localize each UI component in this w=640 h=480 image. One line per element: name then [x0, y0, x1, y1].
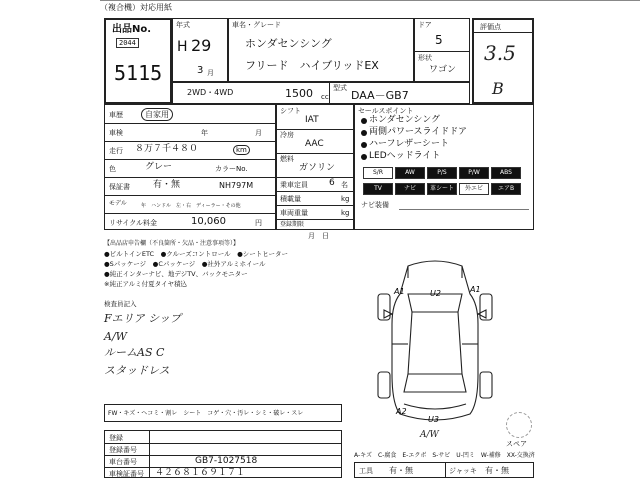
displacement-unit: cc: [321, 93, 329, 101]
lot-label: 出品No.: [112, 24, 152, 35]
inspection-month-unit: 月: [255, 129, 262, 137]
mirror-left: [384, 310, 392, 318]
details-box: [104, 104, 276, 230]
chassis-label: 車台番号: [109, 458, 137, 466]
declaration-line: ●ビルトインETC ●クルーズコントロール ●シートヒーター: [104, 250, 289, 258]
year-label: 年式: [176, 21, 190, 29]
load-label: 積載量: [280, 195, 301, 203]
year-box: [172, 18, 228, 82]
handle-options: 年 ハンドル 左・右 ディーラー・その他: [141, 203, 241, 209]
mileage-value: ８万７千４８０: [135, 144, 199, 154]
shift-value: IAT: [305, 115, 319, 125]
grade-interior: B: [492, 79, 504, 98]
option-chip-sr: S/R: [363, 167, 393, 179]
option-chip-navi: ナビ: [395, 183, 425, 195]
selling-points-box: [354, 104, 534, 230]
chassis-value: GB7-1027518: [195, 456, 258, 466]
top-edge: [100, 0, 640, 1]
drive-type: 2WD・4WD: [187, 88, 234, 97]
row-divider: [105, 141, 275, 142]
mileage-unit: km: [233, 145, 250, 155]
row-divider: [277, 205, 353, 206]
spare-mark: A/W: [420, 430, 439, 440]
rear-bumper-line: [404, 404, 466, 409]
option-chip-abs: ABS: [491, 167, 521, 179]
selling-point-item: LEDヘッドライト: [369, 151, 441, 161]
top-note: （複合機）対応用紙: [100, 3, 172, 12]
recycle-unit: 円: [255, 219, 262, 227]
grade-box: [472, 18, 534, 104]
row-divider: [105, 123, 275, 124]
row-divider: [105, 195, 275, 196]
damage-legend: A-キズ C-腐食 E-エクボ S-サビ U-凹ミ W-補修 XX-交換済: [354, 452, 535, 459]
shape-label: 形状: [418, 54, 432, 62]
inspector-note: ルームAS C: [104, 346, 165, 359]
bullet-icon: [361, 118, 367, 124]
lot-small-number: 2044: [116, 38, 139, 48]
grade-label: 評価点: [480, 23, 501, 31]
weight-label: 車両重量: [280, 209, 308, 217]
tools-label: 工具: [359, 467, 373, 475]
row-divider: [105, 213, 275, 214]
rear-glass-outline: [404, 374, 466, 392]
name-box: [228, 18, 414, 82]
model-code-label: モデル: [109, 200, 127, 207]
warranty-value: 有・無: [153, 180, 181, 190]
damage-mark: A1: [394, 287, 405, 296]
inspector-note: Fエリア シップ: [104, 312, 181, 325]
plate-label: 登録番号: [109, 446, 137, 454]
declaration-label: 【出品店申告欄（不良箇所・欠品・注意事項等）】: [104, 240, 240, 247]
shape-value: ワゴン: [429, 65, 457, 75]
damage-mark: A2: [396, 407, 407, 416]
color-label: 色: [109, 165, 116, 173]
usage-value: 自家用: [141, 108, 173, 121]
door-divider: [415, 51, 469, 52]
row-divider: [277, 177, 353, 178]
option-chip-ps: P/S: [427, 167, 457, 179]
spec-divider: [329, 83, 330, 103]
selling-point-item: 両側パワースライドドア: [369, 127, 468, 137]
fuel-value: ガソリン: [299, 163, 336, 173]
door-box: [414, 18, 470, 82]
recycle-value: 10,060: [191, 216, 226, 227]
load-unit: kg: [341, 195, 350, 203]
car-roof-outline: [408, 312, 462, 374]
color-code-label: カラーNo.: [215, 165, 248, 173]
bullet-icon: [361, 130, 367, 136]
bullet-icon: [361, 154, 367, 160]
serial-value: ４２６８１６９１７１: [155, 468, 246, 478]
row-divider: [105, 443, 341, 444]
damage-mark: U2: [430, 289, 441, 298]
door-count: 5: [435, 33, 443, 47]
grade-overall: 3.5: [484, 41, 516, 65]
car-body-outline: [392, 261, 478, 420]
wheel-rear-right: [480, 372, 492, 398]
grade-divider: [474, 32, 532, 33]
row-divider: [277, 191, 353, 192]
col-divider: [445, 463, 446, 477]
jack-label: ジャッキ: [449, 467, 477, 475]
warranty-label: 保証書: [109, 183, 130, 191]
reg-label: 登録期限: [280, 221, 305, 228]
model-value: DAA－GB7: [351, 89, 409, 102]
row-divider: [277, 129, 353, 130]
ac-label: 冷房: [280, 131, 294, 139]
displacement-value: 1500: [285, 87, 313, 100]
navi-underline: [399, 209, 529, 210]
weight-unit: kg: [341, 209, 350, 217]
option-chip-aero: 外エビ: [459, 183, 489, 195]
damage-mark: A1: [470, 285, 481, 294]
option-chip-pw: P/W: [459, 167, 489, 179]
option-chip-aw: AW: [395, 167, 425, 179]
option-chip-airbag: エアB: [491, 183, 521, 195]
usage-label: 車歴: [109, 111, 123, 119]
capacity-value: 6: [329, 178, 335, 188]
declaration-line: ※純正アルミ付夏タイヤ積込: [104, 280, 188, 288]
year-month: 3: [197, 65, 204, 76]
month-unit: 月: [207, 69, 214, 77]
navi-label: ナビ装備: [361, 201, 389, 209]
serial-label: 車検証番号: [109, 470, 144, 478]
name-line1: ホンダセンシング: [245, 37, 332, 50]
mechanics-box: [276, 104, 354, 230]
name-line2: フリード ハイブリッドEX: [245, 59, 379, 72]
inspector-note: A/W: [104, 330, 127, 343]
model-label: 型式: [333, 84, 347, 92]
reg-unit: 月 日: [308, 232, 329, 240]
wheel-rear-left: [378, 372, 390, 398]
color-code: NH797M: [219, 181, 254, 190]
inspection-year-unit: 年: [201, 129, 208, 137]
spare-tire-icon: [506, 412, 532, 438]
selling-point-item: ハーフレザーシート: [369, 139, 450, 149]
row-divider: [277, 219, 353, 220]
bullet-icon: [361, 142, 367, 148]
option-chip-leather: 革シート: [427, 183, 457, 195]
row-divider: [105, 177, 275, 178]
spare-label: スペア: [506, 440, 527, 448]
fw-row-label: FW・キズ・ヘコミ・割レ シート コゲ・穴・汚レ・シミ・破レ・スレ: [108, 410, 304, 417]
declaration-line: ●純正インターナビ、地デジTV、バックモニター: [104, 270, 248, 278]
fuel-label: 燃料: [280, 155, 294, 163]
declaration-line: ●Sパッケージ ●Cパッケージ ●社外アルミホイール: [104, 260, 266, 268]
registration-box: [104, 430, 342, 478]
inspector-note: スタッドレス: [104, 364, 170, 377]
capacity-unit: 名: [341, 181, 348, 189]
selling-point-item: ホンダセンシング: [369, 115, 441, 125]
col-divider: [149, 431, 150, 477]
name-label: 車名・グレード: [232, 21, 281, 29]
spec-row: [172, 82, 470, 104]
option-chip-tv: TV: [363, 183, 393, 195]
selling-points-label: セールスポイント: [358, 107, 414, 115]
recycle-label: リサイクル料金: [109, 219, 158, 227]
color-value: グレー: [145, 162, 173, 172]
row-divider: [105, 159, 275, 160]
fw-row: [104, 404, 342, 422]
declaration-area: [104, 240, 289, 298]
shift-label: シフト: [280, 107, 301, 115]
reg-number-label: 登録: [109, 434, 123, 442]
door-label: ドア: [418, 21, 432, 29]
jack-value: 有・無: [485, 466, 509, 475]
lot-number: 5115: [114, 61, 163, 85]
year-era: H: [177, 39, 188, 55]
year-value: 29: [191, 36, 212, 55]
damage-mark: U3: [428, 415, 439, 424]
capacity-label: 乗車定員: [280, 181, 308, 189]
car-damage-diagram: [360, 254, 510, 430]
tools-value: 有・無: [389, 466, 413, 475]
inspector-label: 検査員記入: [104, 300, 137, 308]
lot-box: [104, 18, 172, 104]
inspection-label: 車検: [109, 129, 123, 137]
tools-row: [354, 462, 534, 478]
mirror-right: [478, 310, 486, 318]
ac-value: AAC: [305, 139, 324, 149]
row-divider: [277, 153, 353, 154]
mileage-label: 走行: [109, 147, 123, 155]
